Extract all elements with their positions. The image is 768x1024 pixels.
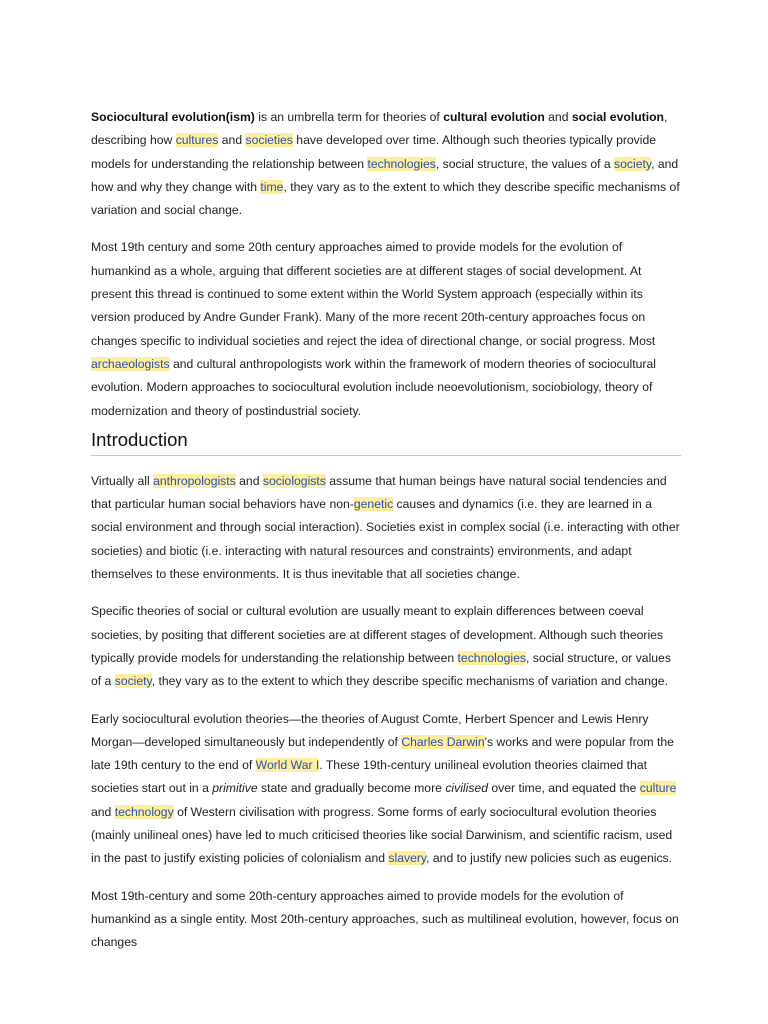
link-societies[interactable]: societies bbox=[245, 133, 293, 148]
link-anthropologists[interactable]: anthropologists bbox=[153, 473, 236, 488]
link-slavery[interactable]: slavery bbox=[388, 851, 427, 866]
term-civilised: civilised bbox=[445, 781, 488, 796]
link-technologies-2[interactable]: technologies bbox=[457, 650, 526, 665]
link-world-war-i[interactable]: World War I bbox=[255, 758, 320, 773]
link-technology[interactable]: technology bbox=[114, 804, 174, 819]
paragraph-specific-theories: Specific theories of social or cultural evolution are usually meant to explain differences between coeval societies, by positing that different societies are at different stages of development. Although such theories typically provide models for understanding the relationship between technologies, social structure, or values of a society, they vary as to the extent to which they describe specific mechanisms of variation and change. bbox=[91, 604, 671, 689]
link-genetic[interactable]: genetic bbox=[353, 497, 394, 512]
link-archaeologists[interactable]: archaeologists bbox=[91, 356, 170, 371]
paragraph-social-tendencies: Virtually all anthropologists and sociologists assume that human beings have natural social tendencies and that particular human social behaviors have non-genetic causes and dynamics (i.e. they are learned in a social environment and through social interaction). Societies exist in complex social (i.e. interacting with other societies) and biotic (i.e. interacting with natural resources and constraints) environments, and adapt themselves to these environments. It is thus inevitable that all societies change. bbox=[91, 473, 680, 582]
link-sociologists[interactable]: sociologists bbox=[262, 473, 326, 488]
link-society[interactable]: society bbox=[614, 156, 652, 171]
section-heading-introduction: Introduction bbox=[91, 427, 681, 456]
article-body bbox=[91, 106, 681, 969]
term-sociocultural-evolution: Sociocultural evolution(ism) bbox=[91, 110, 255, 124]
link-culture[interactable]: culture bbox=[639, 781, 677, 796]
link-society-2[interactable]: society bbox=[114, 674, 152, 689]
paragraph-approaches: Most 19th century and some 20th century approaches aimed to provide models for the evolution of humankind as a whole, arguing that different societies are at different stages of social development. At present this thread is continued to some extent within the World System approach (especially within its version produced by Andre Gunder Frank). Many of the more recent 20th-century approaches focus on changes specific to individual societies and reject the idea of directional change, or social progress. Most archaeologists and cultural anthropologists work within the framework of modern theories of sociocultural evolution. Modern approaches to sociocultural evolution include neoevolutionism, sociobiology, theory of modernization and theory of postindustrial society. bbox=[91, 240, 656, 418]
term-social-evolution: social evolution bbox=[571, 110, 664, 124]
paragraph-single-entity: Most 19th-century and some 20th-century approaches aimed to provide models for the evolution of humankind as a single entity. Most 20th-century approaches, such as multilineal evolution, however, focus on changes bbox=[91, 888, 679, 950]
link-cultures[interactable]: cultures bbox=[175, 133, 219, 148]
link-time[interactable]: time bbox=[260, 179, 284, 194]
link-technologies[interactable]: technologies bbox=[367, 156, 436, 171]
paragraph-early-theories: Early sociocultural evolution theories—the theories of August Comte, Herbert Spencer and Lewis Henry Morgan—developed simultaneously but independently of Charles Darwin's works and were popular from the late 19th century to the end of World War I. These 19th-century unilineal evolution theories claimed that societies start out in a primitive state and gradually become more civilised over time, and equated the culture and technology of Western civilisation with progress. Some forms of early sociocultural evolution theories (mainly unilineal ones) have led to much criticised theories like social Darwinism, and scientific racism, used in the past to justify existing policies of colonialism and slavery, and to justify new policies such as eugenics. bbox=[91, 711, 677, 866]
term-cultural-evolution: cultural evolution bbox=[443, 110, 545, 124]
lead-paragraph: Sociocultural evolution(ism) is an umbrella term for theories of cultural evolution and social evolution, describing how cultures and societies have developed over time. Although such theories typically provide models for understanding the relationship between technologies, social structure, the values of a society, and how and why they change with time, they vary as to the extent to which they describe specific mechanisms of variation and social change. bbox=[91, 110, 680, 218]
term-primitive: primitive bbox=[212, 781, 258, 796]
link-charles-darwin[interactable]: Charles Darwin bbox=[401, 734, 485, 749]
